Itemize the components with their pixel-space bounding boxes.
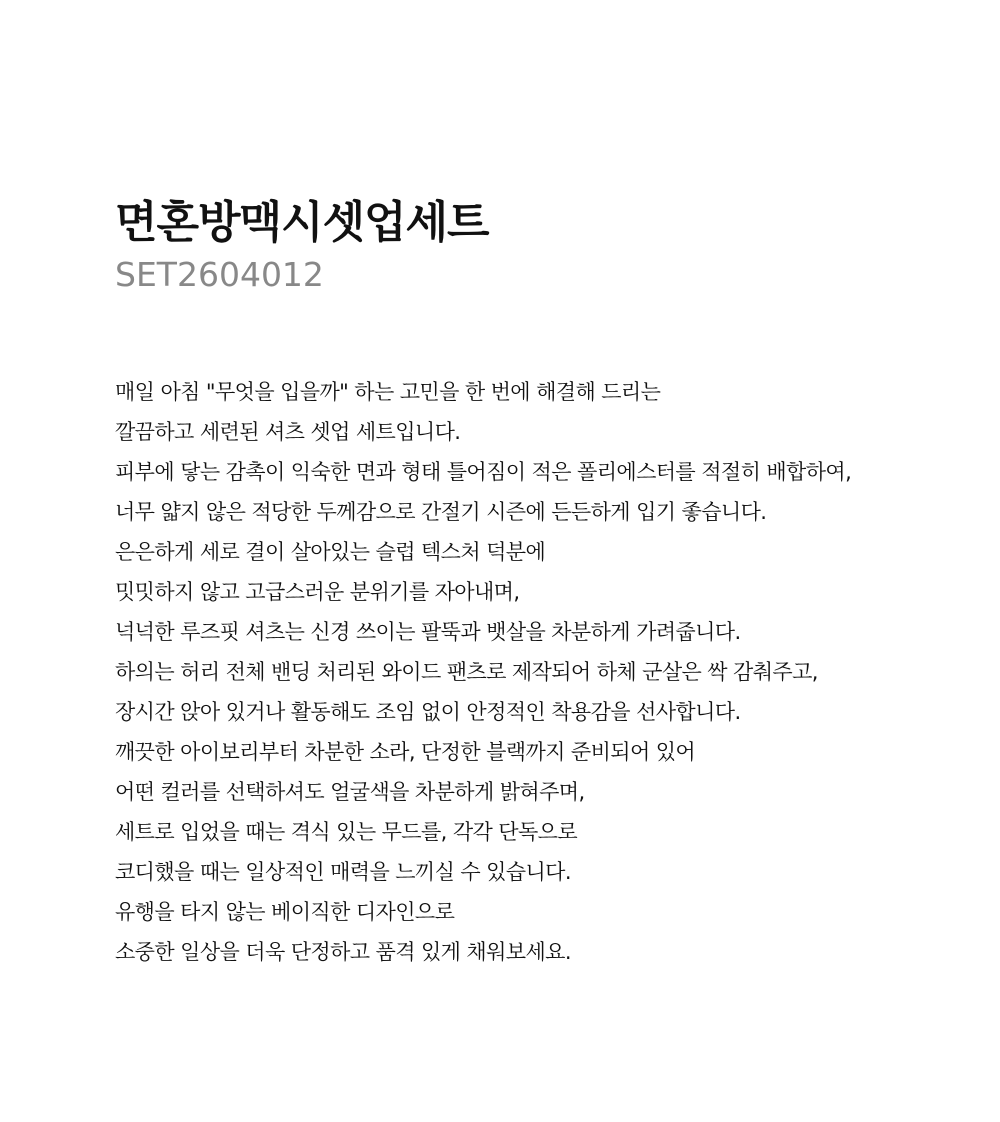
description-line: 세트로 입었을 때는 격식 있는 무드를, 각각 단독으로: [115, 820, 578, 844]
description-line: 깨끗한 아이보리부터 차분한 소라, 단정한 블랙까지 준비되어 있어: [115, 740, 696, 764]
description-line: 소중한 일상을 더욱 단정하고 품격 있게 채워보세요.: [115, 940, 571, 964]
description-line: 코디했을 때는 일상적인 매력을 느끼실 수 있습니다.: [115, 860, 571, 884]
description-line: 밋밋하지 않고 고급스러운 분위기를 자아내며,: [115, 580, 520, 604]
product-title: 면혼방맥시셋업세트: [115, 197, 489, 248]
description-line: 장시간 앉아 있거나 활동해도 조임 없이 안정적인 착용감을 선사합니다.: [115, 700, 741, 724]
description-line: 넉넉한 루즈핏 셔츠는 신경 쓰이는 팔뚝과 뱃살을 차분하게 가려줍니다.: [115, 620, 741, 644]
description-line: 깔끔하고 세련된 셔츠 셋업 세트입니다.: [115, 420, 461, 444]
product-header: [115, 193, 975, 297]
description-line: 유행을 타지 않는 베이직한 디자인으로: [115, 900, 455, 924]
description-line: 어떤 컬러를 선택하셔도 얼굴색을 차분하게 밝혀주며,: [115, 780, 585, 804]
description-line: 매일 아침 "무엇을 입을까" 하는 고민을 한 번에 해결해 드리는: [115, 380, 661, 404]
product-code: SET2604012: [115, 255, 324, 294]
description-line: 피부에 닿는 감촉이 익숙한 면과 형태 틀어짐이 적은 폴리에스터를 적절히 배합하여,: [115, 460, 852, 484]
product-description: [115, 372, 985, 972]
description-line: 은은하게 세로 결이 살아있는 슬럽 텍스처 덕분에: [115, 540, 546, 564]
description-line: 하의는 허리 전체 밴딩 처리된 와이드 팬츠로 제작되어 하체 군살은 싹 감춰주고,: [115, 660, 818, 684]
description-line: 너무 얇지 않은 적당한 두께감으로 간절기 시즌에 든든하게 입기 좋습니다.: [115, 500, 767, 524]
